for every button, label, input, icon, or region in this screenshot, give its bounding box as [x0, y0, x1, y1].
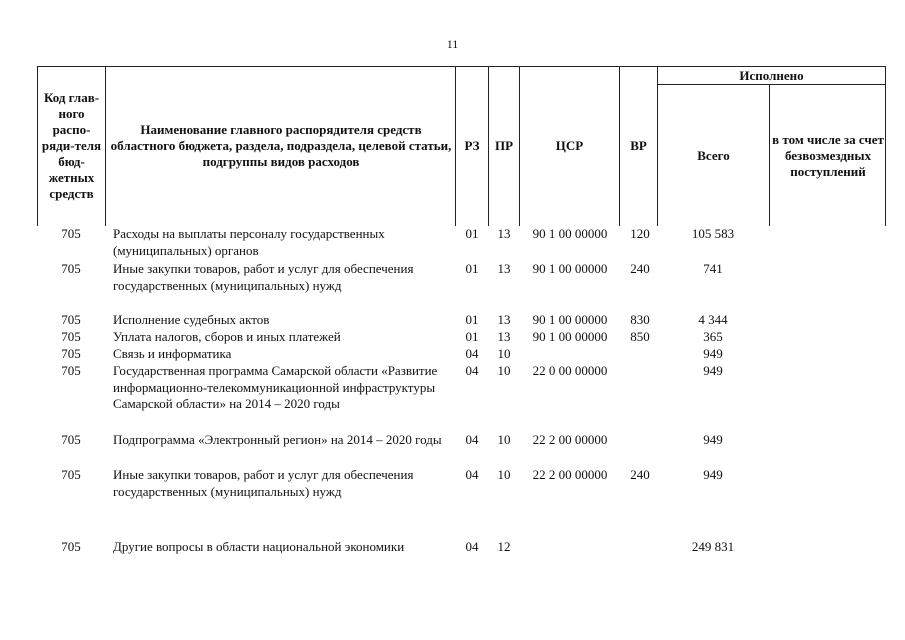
cell-code: 705 [61, 329, 81, 344]
cell-pr: 13 [497, 329, 511, 344]
cell-pr: 13 [497, 226, 511, 241]
col-divider [105, 66, 106, 226]
cell-name: Исполнение судебных актов [113, 312, 270, 327]
page-number: 11 [446, 37, 459, 51]
cell-vr: 830 [630, 312, 650, 327]
cell-vr: 240 [630, 261, 650, 276]
header-right-border [885, 66, 886, 226]
header-rz: РЗ [464, 138, 480, 153]
cell-code: 705 [61, 226, 81, 241]
cell-name: Иные закупки товаров, работ и услуг для обеспечения государственных (муниципальных) нужд [113, 467, 414, 499]
cell-total: 949 [703, 346, 723, 361]
executed-divider [657, 84, 886, 85]
cell-name: Иные закупки товаров, работ и услуг для обеспечения государственных (муниципальных) нужд [113, 261, 414, 293]
cell-total: 949 [703, 363, 723, 378]
cell-csr: 22 2 00 00000 [532, 432, 608, 447]
cell-csr: 90 1 00 00000 [532, 261, 608, 276]
header-executed: Исполнено [739, 67, 804, 83]
table-header [37, 66, 886, 226]
cell-csr: 90 1 00 00000 [532, 329, 608, 344]
cell-rz: 04 [465, 346, 479, 361]
header-name: Наименование главного распорядителя средств областного бюджета, раздела, подраздела, целевой статьи, подгруппы видов расходов [110, 122, 452, 169]
cell-rz: 01 [465, 312, 479, 327]
cell-rz: 04 [465, 467, 479, 482]
cell-rz: 01 [465, 261, 479, 276]
cell-rz: 04 [465, 363, 479, 378]
cell-code: 705 [61, 467, 81, 482]
cell-code: 705 [61, 261, 81, 276]
cell-code: 705 [61, 363, 81, 378]
cell-pr: 10 [497, 363, 511, 378]
cell-pr: 13 [497, 312, 511, 327]
cell-pr: 10 [497, 432, 511, 447]
cell-csr: 90 1 00 00000 [532, 312, 608, 327]
cell-name: Связь и информатика [113, 346, 232, 361]
cell-total: 949 [703, 467, 723, 482]
cell-code: 705 [61, 432, 81, 447]
cell-pr: 10 [497, 346, 511, 361]
cell-pr: 10 [497, 467, 511, 482]
cell-vr: 240 [630, 467, 650, 482]
cell-name: Другие вопросы в области национальной экономики [113, 539, 405, 554]
cell-total: 741 [703, 261, 723, 276]
header-csr: ЦСР [555, 138, 584, 153]
cell-name: Расходы на выплаты персоналу государственных (муниципальных) органов [113, 226, 385, 258]
cell-vr: 120 [630, 226, 650, 241]
cell-csr: 22 0 00 00000 [532, 363, 608, 378]
cell-name: Государственная программа Самарской области «Развитие информационно-телекоммуникационной инфраструктуры Самарской области» на 2014 – 2020 годы [113, 363, 438, 412]
header-free: в том числе за счет безвозмездных поступлений [772, 132, 884, 179]
cell-name: Подпрограмма «Электронный регион» на 2014 – 2020 годы [113, 432, 442, 447]
cell-total: 949 [703, 432, 723, 447]
cell-name: Уплата налогов, сборов и иных платежей [113, 329, 341, 344]
cell-total: 365 [703, 329, 723, 344]
cell-vr: 850 [630, 329, 650, 344]
cell-rz: 01 [465, 226, 479, 241]
header-code: Код глав-ного распо-ряди-теля бюд-жетных средств [41, 90, 102, 201]
cell-rz: 04 [465, 539, 479, 554]
cell-code: 705 [61, 346, 81, 361]
cell-csr: 90 1 00 00000 [532, 226, 608, 241]
cell-csr: 22 2 00 00000 [532, 467, 608, 482]
cell-total: 4 344 [698, 312, 728, 327]
header-vr: ВР [630, 138, 647, 153]
cell-code: 705 [61, 312, 81, 327]
header-total: Всего [697, 148, 730, 163]
cell-pr: 12 [497, 539, 511, 554]
cell-code: 705 [61, 539, 81, 554]
cell-rz: 04 [465, 432, 479, 447]
cell-rz: 01 [465, 329, 479, 344]
cell-total: 105 583 [691, 226, 735, 241]
header-pr: ПР [494, 138, 514, 153]
col-divider [769, 84, 770, 226]
cell-total: 249 831 [691, 539, 735, 554]
cell-pr: 13 [497, 261, 511, 276]
